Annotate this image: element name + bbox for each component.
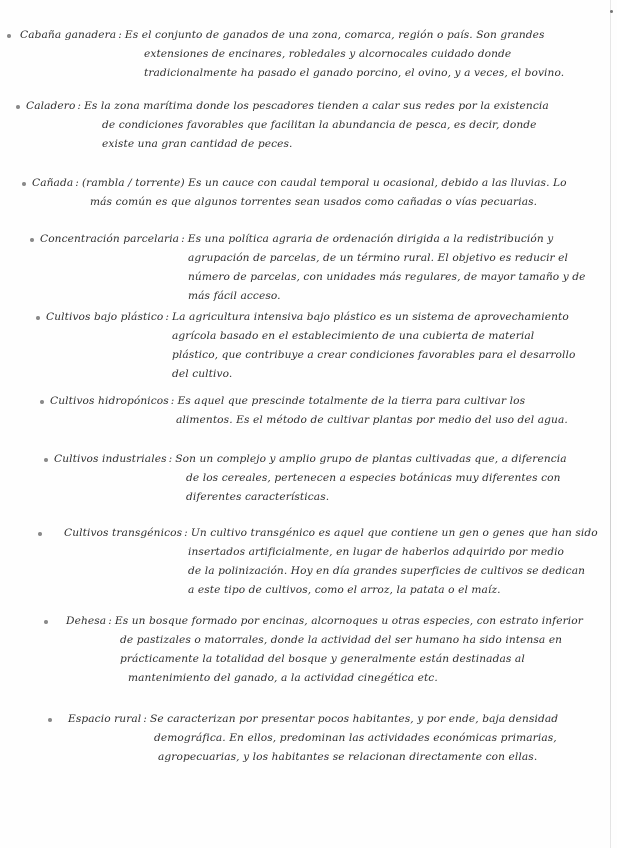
entry-line: número de parcelas, con unidades más regulares, de mayor tamaño y de	[188, 271, 586, 283]
colon: :	[75, 177, 79, 189]
entry-term: Cultivos bajo plástico	[46, 311, 164, 323]
entry-line: insertados artificialmente, en lugar de haberlos adquirido por medio	[188, 546, 565, 558]
entry-term: Cultivos industriales	[54, 453, 167, 465]
entry-canada	[32, 174, 567, 212]
entry-line: existe una gran cantidad de peces.	[102, 138, 293, 150]
colon: :	[77, 100, 82, 112]
entry-cultivos-transgenicos	[64, 524, 598, 600]
entry-line: de condiciones favorables que facilitan la abundancia de pesca, es decir, donde	[102, 119, 537, 131]
entry-concentracion-parcelaria	[40, 230, 586, 306]
entry-term: Caladero	[26, 100, 76, 112]
entry-cultivos-bajo-plastico	[46, 308, 575, 384]
entry-line: Es una política agraria de ordenación dirigida a la redistribución y	[187, 233, 554, 245]
bullet-icon	[40, 400, 44, 404]
bullet-icon	[38, 532, 42, 536]
entry-line: más fácil acceso.	[188, 290, 281, 302]
entry-term: Cañada	[32, 177, 74, 189]
entry-line: Son un complejo y amplio grupo de plantas cultivadas que, a diferencia	[175, 453, 567, 465]
entry-line: del cultivo.	[172, 368, 233, 380]
bullet-icon	[44, 458, 48, 462]
bullet-icon	[48, 718, 52, 722]
colon: :	[184, 527, 188, 539]
colon: :	[165, 311, 170, 323]
entry-line: Es un bosque formado por encinas, alcornoques u otras especies, con estrato inferior	[114, 615, 583, 627]
entry-line: La agricultura intensiva bajo plástico es un sistema de aprovechamiento	[172, 311, 569, 323]
entry-line: plástico, que contribuye a crear condiciones favorables para el desarrollo	[172, 349, 576, 361]
entry-cultivos-industriales	[54, 450, 567, 507]
entry-line: agrupación de parcelas, de un término rural. El objetivo es reducir el	[188, 252, 569, 264]
colon: :	[168, 453, 173, 465]
entry-line: de pastizales o matorrales, donde la actividad del ser humano ha sido intensa en	[120, 634, 563, 646]
entry-espacio-rural	[68, 710, 558, 767]
bullet-icon	[7, 34, 11, 38]
entry-line: demográfica. En ellos, predominan las actividades económicas primarias,	[154, 732, 557, 744]
entry-cultivos-hidroponicos	[50, 392, 568, 430]
entry-line: alimentos. Es el método de cultivar plantas por medio del uso del agua.	[176, 414, 568, 426]
entry-line: agropecuarias, y los habitantes se relacionan directamente con ellas.	[158, 751, 538, 763]
bullet-icon	[36, 316, 40, 320]
entry-dehesa	[66, 612, 583, 688]
entry-line: de los cereales, pertenecen a especies botánicas muy diferentes con	[186, 472, 561, 484]
corner-mark	[610, 10, 613, 13]
entry-term: Cultivos transgénicos	[64, 527, 183, 539]
entry-line: tradicionalmente ha pasado el ganado porcino, el ovino, y a veces, el bovino.	[144, 67, 565, 79]
entry-caladero	[26, 97, 549, 154]
colon: :	[181, 233, 185, 245]
colon: :	[143, 713, 147, 725]
entry-line: de la polinización. Hoy en día grandes superficies de cultivos se dedican	[188, 565, 586, 577]
entry-line: prácticamente la totalidad del bosque y generalmente están destinadas al	[120, 653, 525, 665]
entry-line: mantenimiento del ganado, a la actividad cinegética etc.	[128, 672, 438, 684]
entry-term: Concentración parcelaria	[40, 233, 180, 245]
entry-line: agrícola basado en el establecimiento de una cubierta de material	[172, 330, 535, 342]
entry-line: más común es que algunos torrentes sean usados como cañadas o vías pecuarias.	[90, 196, 538, 208]
entry-line: Un cultivo transgénico es aquel que contiene un gen o genes que han sido	[190, 527, 598, 539]
entry-term: Cabaña ganadera	[20, 29, 117, 41]
entry-line: extensiones de encinares, robledales y alcornocales cuidado donde	[144, 48, 512, 60]
colon: :	[118, 29, 122, 41]
entry-line: Es aquel que prescinde totalmente de la tierra para cultivar los	[177, 395, 526, 407]
bullet-icon	[16, 105, 20, 109]
entry-line: Se caracterizan por presentar pocos habitantes, y por ende, baja densidad	[149, 713, 559, 725]
entry-cabana-ganadera	[20, 26, 564, 83]
entry-line: a este tipo de cultivos, como el arroz, la patata o el maíz.	[188, 584, 501, 596]
page-edge	[610, 0, 611, 848]
bullet-icon	[30, 238, 34, 242]
bullet-icon	[44, 620, 48, 624]
bullet-icon	[22, 182, 26, 186]
entry-term: Dehesa	[66, 615, 107, 627]
entry-term: Cultivos hidropónicos	[50, 395, 169, 407]
colon: :	[170, 395, 175, 407]
entry-line: (rambla / torrente) Es un cauce con caudal temporal u ocasional, debido a las lluvias. Lo	[81, 177, 567, 189]
entry-line: Es el conjunto de ganados de una zona, comarca, región o país. Son grandes	[124, 29, 545, 41]
entry-term: Espacio rural	[68, 713, 142, 725]
entry-line: diferentes características.	[186, 491, 330, 503]
entry-line: Es la zona marítima donde los pescadores tienden a calar sus redes por la existencia	[84, 100, 549, 112]
colon: :	[108, 615, 112, 627]
